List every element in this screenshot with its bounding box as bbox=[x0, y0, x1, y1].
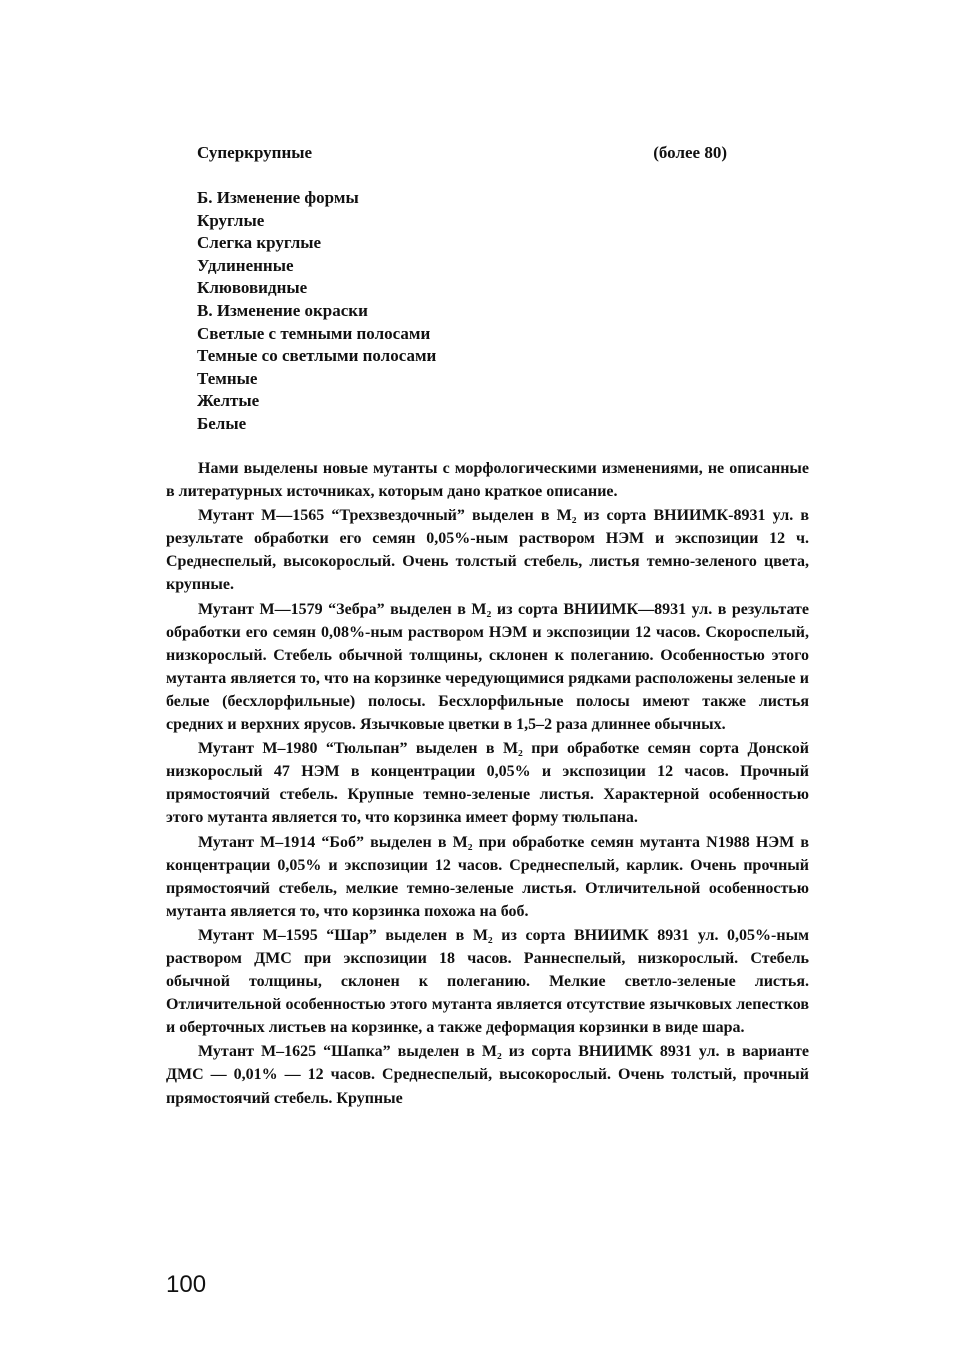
paragraph-mutant-1565: Мутант М—1565 “Трехзвездочный” выделен в М₂ из сорта ВНИИМК-8931 ул. в результате обработки его семян 0,05%-ным раствором НЭМ и экспозиции 12 ч. Среднеспелый, высокорослый. Очень толстый стебель, листья темно-зеленого цвета, крупные. bbox=[166, 507, 809, 594]
list-item: Клювовидные bbox=[197, 278, 308, 298]
body-text bbox=[166, 457, 809, 1110]
category-range: (более 80) bbox=[653, 143, 727, 162]
list-item: Удлиненные bbox=[197, 255, 294, 275]
paragraph-intro: Нами выделены новые мутанты с морфологическими изменениями, не описанные в литературных источниках, которым дано краткое описание. bbox=[166, 460, 809, 501]
trait-list bbox=[197, 187, 657, 436]
list-item: Желтые bbox=[197, 391, 260, 411]
paragraph-mutant-1625: Мутант М–1625 “Шапка” выделен в М₂ из сорта ВНИИМК 8931 ул. в варианте ДМС — 0,01% — 12 часов. Среднеспелый, высокорослый. Очень толстый, прочный прямостоячий стебель. Крупные bbox=[166, 1043, 809, 1107]
paragraph-mutant-1579: Мутант М—1579 “Зебра” выделен в М₂ из сорта ВНИИМК—8931 ул. в результате обработки его семян 0,08%-ным раствором НЭМ и экспозиции 12 часов. Скороспелый, низкорослый. Стебель обычной толщины, склонен к полеганию. Особенностью этого мутанта является то, что на корзинке чередующимися рядками расположены зеленые и белые (бесхлорфильные) полосы. Бесхлорфильные полосы имеют также листья средних и верхних ярусов. Язычковые цветки в 1,5–2 раза длиннее обычных. bbox=[166, 600, 809, 734]
list-item: Б. Изменение формы bbox=[197, 188, 359, 207]
paragraph-mutant-1914: Мутант М–1914 “Боб” выделен в М₂ при обработке семян мутанта N1988 НЭМ в концентрации 0,05% и экспозиции 12 часов. Среднеспелый, карлик. Очень прочный прямостоячий стебель, мелкие темно-зеленые листья. Отличительной особенностью мутанта является то, что корзинка похожа на боб. bbox=[166, 833, 809, 920]
list-item: Белые bbox=[197, 413, 247, 433]
list-item: Круглые bbox=[197, 210, 265, 230]
list-item: Темные со светлыми полосами bbox=[197, 346, 437, 366]
paragraph-mutant-1595: Мутант М–1595 “Шар” выделен в М₂ из сорта ВНИИМК 8931 ул. 0,05%-ным раствором ДМС при экспозиции 18 часов. Раннеспелый, низкорослый. Стебель обычной толщины, склонен к полеганию. Мелкие светло-зеленые листья. Отличительной особенностью этого мутанта является отсутствие язычковых лепестков и оберточных листьев на корзинке, а также деформация корзинки в виде шара. bbox=[166, 926, 809, 1037]
category-label: Суперкрупные bbox=[197, 143, 313, 162]
list-item: Темные bbox=[197, 368, 258, 388]
list-item: В. Изменение окраски bbox=[197, 300, 368, 320]
paragraph-mutant-1980: Мутант М–1980 “Тюльпан” выделен в М₂ при обработке семян сорта Донской низкорослый 47 НЭМ в концентрации 0,05% и экспозиции 12 часов. Прочный прямостоячий стебель. Крупные темно-зеленые листья. Характерной особенностью этого мутанта является то, что корзинка имеет форму тюльпана. bbox=[166, 740, 809, 827]
size-category-row bbox=[197, 141, 727, 164]
list-item: Светлые с темными полосами bbox=[197, 323, 431, 343]
page-number: 100 bbox=[166, 1271, 207, 1298]
list-item: Слегка круглые bbox=[197, 233, 322, 253]
